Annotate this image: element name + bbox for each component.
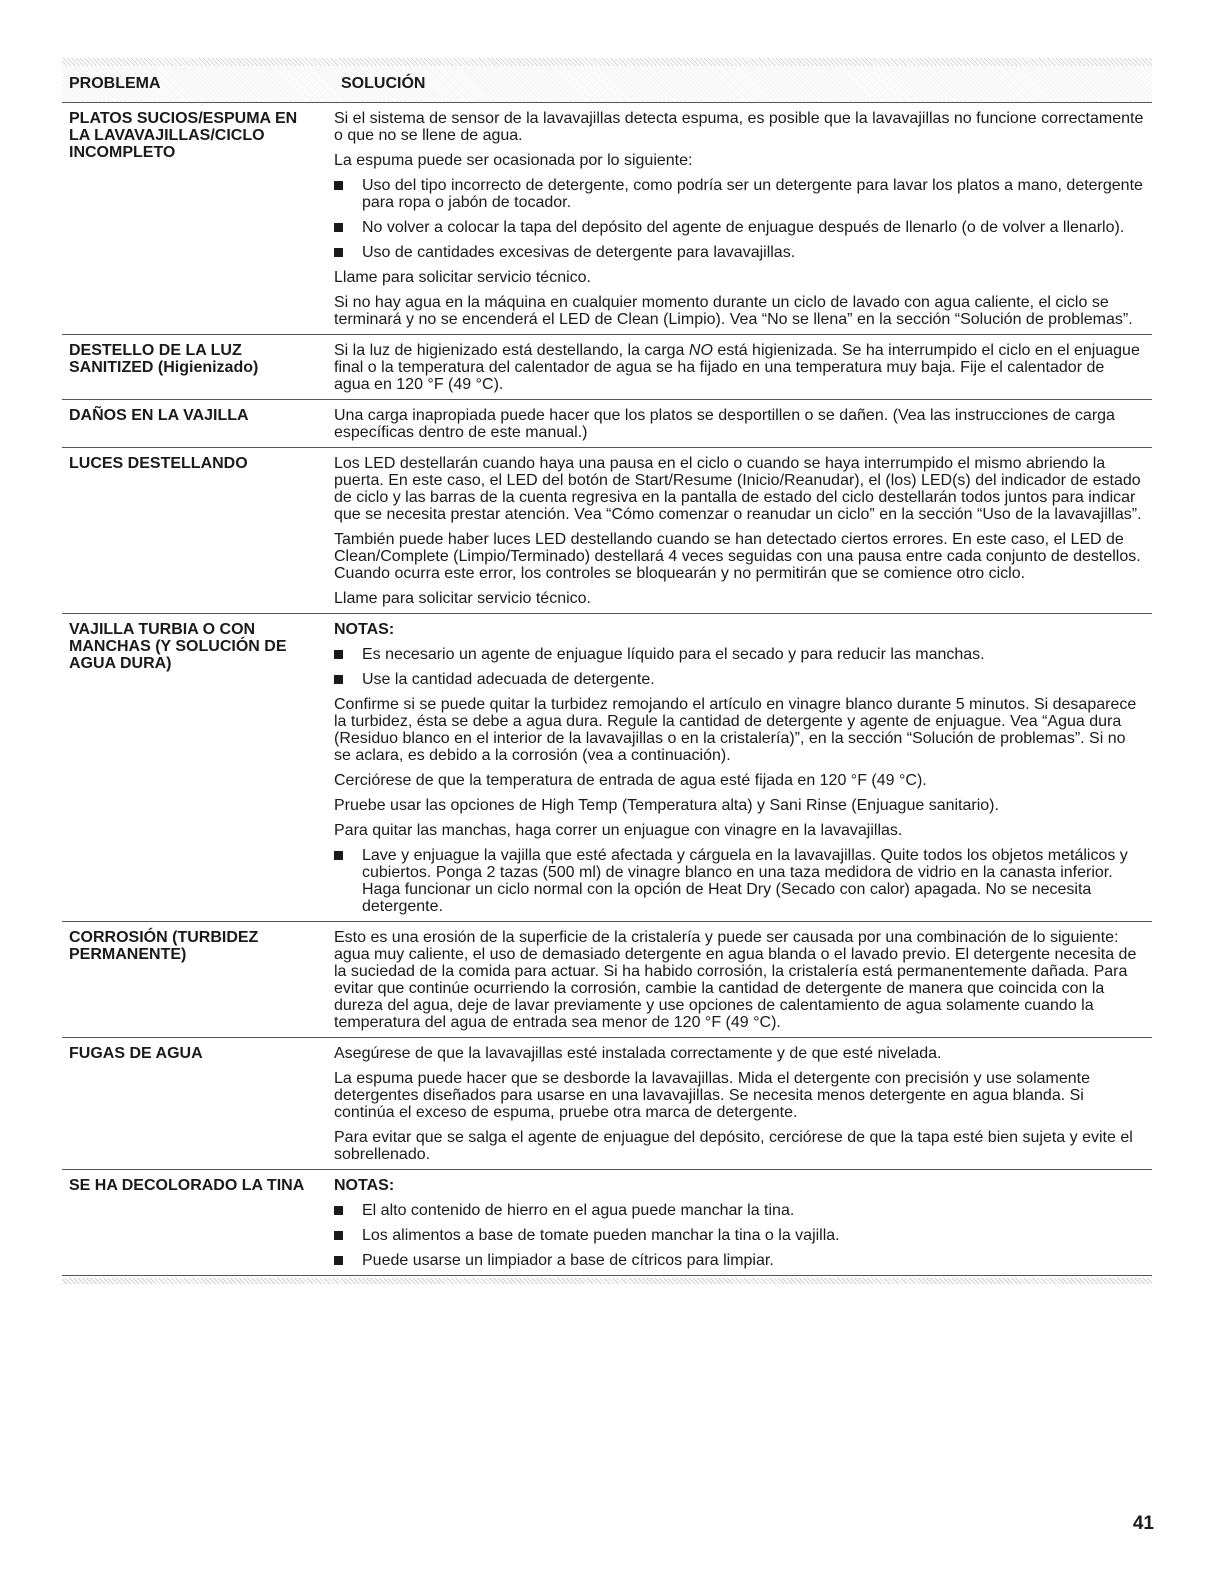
solution-text: Cerciórese de que la temperatura de entrada de agua esté fijada en 120 °F (49 °C). xyxy=(334,772,927,789)
solution-cell xyxy=(330,1045,1152,1163)
solution-text: Confirme si se puede quitar la turbidez remojando el artículo en vinagre blanco durante 5 minutos. Si desaparece la turbidez, ésta se debe a agua dura. Regule la cantidad de detergente y agente de enjuague. Vea “Agua dura (Residuo blanco en el interior de la lavavajillas o en la cristalería)”, en la sección “Solución de problemas”. Si no se aclara, es debido a la corrosión (vea a continuación). xyxy=(334,696,1137,764)
square-bullet-icon xyxy=(334,650,343,659)
troubleshooting-table xyxy=(62,58,1152,1284)
table-row xyxy=(62,448,1152,614)
header-problem: PROBLEMA xyxy=(69,75,161,92)
solution-cell xyxy=(330,929,1152,1031)
square-bullet-icon xyxy=(334,1206,343,1215)
bullet-text: Uso del tipo incorrecto de detergente, como podría ser un detergente para lavar los platos a mano, detergente para ropa o jabón de tocador. xyxy=(362,177,1143,211)
square-bullet-icon xyxy=(334,181,343,190)
problem-label: DESTELLO DE LA LUZ SANITIZED (Higienizado) xyxy=(69,342,259,376)
bullet-text: No volver a colocar la tapa del depósito del agente de enjuague después de llenarlo (o de volver a llenarlo). xyxy=(362,219,1125,236)
bullet-text: El alto contenido de hierro en el agua puede manchar la tina. xyxy=(362,1202,795,1219)
solution-text: Para quitar las manchas, haga correr un enjuague con vinagre en la lavavajillas. xyxy=(334,822,903,839)
problem-label: SE HA DECOLORADO LA TINA xyxy=(69,1177,305,1194)
solution-cell xyxy=(330,110,1152,328)
problem-label: CORROSIÓN (TURBIDEZ PERMANENTE) xyxy=(69,929,259,963)
bullet-item xyxy=(334,847,1144,915)
problem-label: FUGAS DE AGUA xyxy=(69,1045,203,1062)
problem-label: LUCES DESTELLANDO xyxy=(69,455,248,472)
problem-label: VAJILLA TURBIA O CON MANCHAS (Y SOLUCIÓN DE AGUA DURA) xyxy=(69,621,287,672)
table-row xyxy=(62,922,1152,1038)
problem-label: PLATOS SUCIOS/ESPUMA EN LA LAVAVAJILLAS/CICLO INCOMPLETO xyxy=(69,110,298,161)
bullet-text: Use la cantidad adecuada de detergente. xyxy=(362,671,655,688)
bullet-item xyxy=(334,177,1144,211)
bullet-text: Los alimentos a base de tomate pueden manchar la tina o la vajilla. xyxy=(362,1227,840,1244)
problem-label: DAÑOS EN LA VAJILLA xyxy=(69,407,249,424)
solution-text: Llame para solicitar servicio técnico. xyxy=(334,590,591,607)
table-row xyxy=(62,400,1152,448)
bullet-text: Puede usarse un limpiador a base de cítricos para limpiar. xyxy=(362,1252,774,1269)
solution-text: La espuma puede hacer que se desborde la lavavajillas. Mida el detergente con precisión y use solamente detergentes diseñados para usarse en una lavavajillas. Se necesita menos detergente en agua blanda. Si continúa el exceso de espuma, pruebe otra marca de detergente. xyxy=(334,1070,1091,1121)
bullet-item xyxy=(334,646,1144,663)
solution-text: Llame para solicitar servicio técnico. xyxy=(334,269,591,286)
page-number: 41 xyxy=(1132,1513,1154,1534)
solution-text: Una carga inapropiada puede hacer que los platos se desportillen o se dañen. (Vea las instrucciones de carga específicas dentro de este manual.) xyxy=(334,407,1115,441)
square-bullet-icon xyxy=(334,248,343,257)
bullet-text: Uso de cantidades excesivas de detergente para lavavajillas. xyxy=(362,244,796,261)
top-band xyxy=(62,58,1152,66)
bottom-band xyxy=(62,1278,1152,1284)
solution-text: También puede haber luces LED destellando cuando se han detectado ciertos errores. En este caso, el LED de Clean/Complete (Limpio/Terminado) destellará 4 veces seguidas con una pausa entre cada conjunto de destellos. Cuando ocurra este error, los controles se bloquearán y no permitirán que se comience otro ciclo. xyxy=(334,531,1141,582)
solution-text-part: está higienizada. Se ha interrumpido el ciclo en el enjuague final o la temperatura del calentador de agua se ha fijado en una temperatura muy baja. Fije el calentador de agua en 120 °F (49 °C). xyxy=(334,342,1140,393)
solution-text: Si no hay agua en la máquina en cualquier momento durante un ciclo de lavado con agua caliente, el ciclo se terminará y no se encenderá el LED de Clean (Limpio). Vea “No se llena” en la sección “Solución de problemas”. xyxy=(334,294,1133,328)
square-bullet-icon xyxy=(334,675,343,684)
square-bullet-icon xyxy=(334,223,343,232)
notes-heading: NOTAS: xyxy=(334,621,395,638)
solution-text xyxy=(334,342,1144,393)
bullet-item xyxy=(334,1252,1144,1269)
solution-cell xyxy=(330,1177,1152,1269)
bullet-item xyxy=(334,1202,1144,1219)
solution-cell xyxy=(330,407,1152,441)
bullet-item xyxy=(334,671,1144,688)
table-header xyxy=(62,66,1152,103)
solution-text: Asegúrese de que la lavavajillas esté instalada correctamente y de que esté nivelada. xyxy=(334,1045,942,1062)
bullet-item xyxy=(334,1227,1144,1244)
solution-text: Esto es una erosión de la superficie de la cristalería y puede ser causada por una combinación de lo siguiente: agua muy caliente, el uso de demasiado detergente en agua blanda o el lavado previo. El detergente necesita de la suciedad de la comida para actuar. Si ha habido corrosión, la cristalería está permanentemente dañada. Para evitar que continúe ocurriendo la corrosión, cambie la cantidad de detergente de manera que coincida con la dureza del agua, deje de lavar previamente y use opciones de calentamiento de agua solamente cuando la temperatura del agua de entrada sea menor de 120 °F (49 °C). xyxy=(334,929,1137,1031)
square-bullet-icon xyxy=(334,1256,343,1265)
notes-heading: NOTAS: xyxy=(334,1177,395,1194)
table-row xyxy=(62,1038,1152,1170)
bullet-item xyxy=(334,219,1144,236)
solution-text: Los LED destellarán cuando haya una pausa en el ciclo o cuando se haya interrumpido el mismo abriendo la puerta. En este caso, el LED del botón de Start/Resume (Inicio/Reanudar), el (los) LED(s) del indicador de estado de ciclo y las barras de la cuenta regresiva en la pantalla de estado del ciclo destellarán todos juntos para indicar que se necesita prestar atención. Vea “Cómo comenzar o reanudar un ciclo” en la sección “Uso de la lavavajillas”. xyxy=(334,455,1142,523)
emphasis-no: NO xyxy=(688,342,713,359)
solution-cell xyxy=(330,621,1152,915)
solution-text: Para evitar que se salga el agente de enjuague del depósito, cerciórese de que la tapa esté bien sujeta y evite el sobrellenado. xyxy=(334,1129,1133,1163)
table-row xyxy=(62,103,1152,335)
square-bullet-icon xyxy=(334,851,343,860)
solution-cell xyxy=(330,455,1152,607)
solution-text-part: Si la luz de higienizado está destellando, la carga xyxy=(334,342,689,359)
solution-text: Si el sistema de sensor de la lavavajillas detecta espuma, es posible que la lavavajillas no funcione correctamente o que no se llene de agua. xyxy=(334,110,1144,144)
solution-text: La espuma puede ser ocasionada por lo siguiente: xyxy=(334,152,693,169)
solution-cell xyxy=(330,342,1152,393)
table-row xyxy=(62,1170,1152,1276)
header-solution: SOLUCIÓN xyxy=(341,75,426,92)
bullet-text: Es necesario un agente de enjuague líquido para el secado y para reducir las manchas. xyxy=(362,646,985,663)
table-row xyxy=(62,614,1152,922)
solution-text: Pruebe usar las opciones de High Temp (Temperatura alta) y Sani Rinse (Enjuague sanitario). xyxy=(334,797,999,814)
bullet-text: Lave y enjuague la vajilla que esté afectada y cárguela en la lavavajillas. Quite todos los objetos metálicos y cubiertos. Ponga 2 tazas (500 ml) de vinagre blanco en una taza medidora de vidrio en la canasta inferior. Haga funcionar un ciclo normal con la opción de Heat Dry (Secado con calor) apagada. No se necesita detergente. xyxy=(362,847,1128,915)
table-row xyxy=(62,335,1152,400)
square-bullet-icon xyxy=(334,1231,343,1240)
bullet-item xyxy=(334,244,1144,261)
